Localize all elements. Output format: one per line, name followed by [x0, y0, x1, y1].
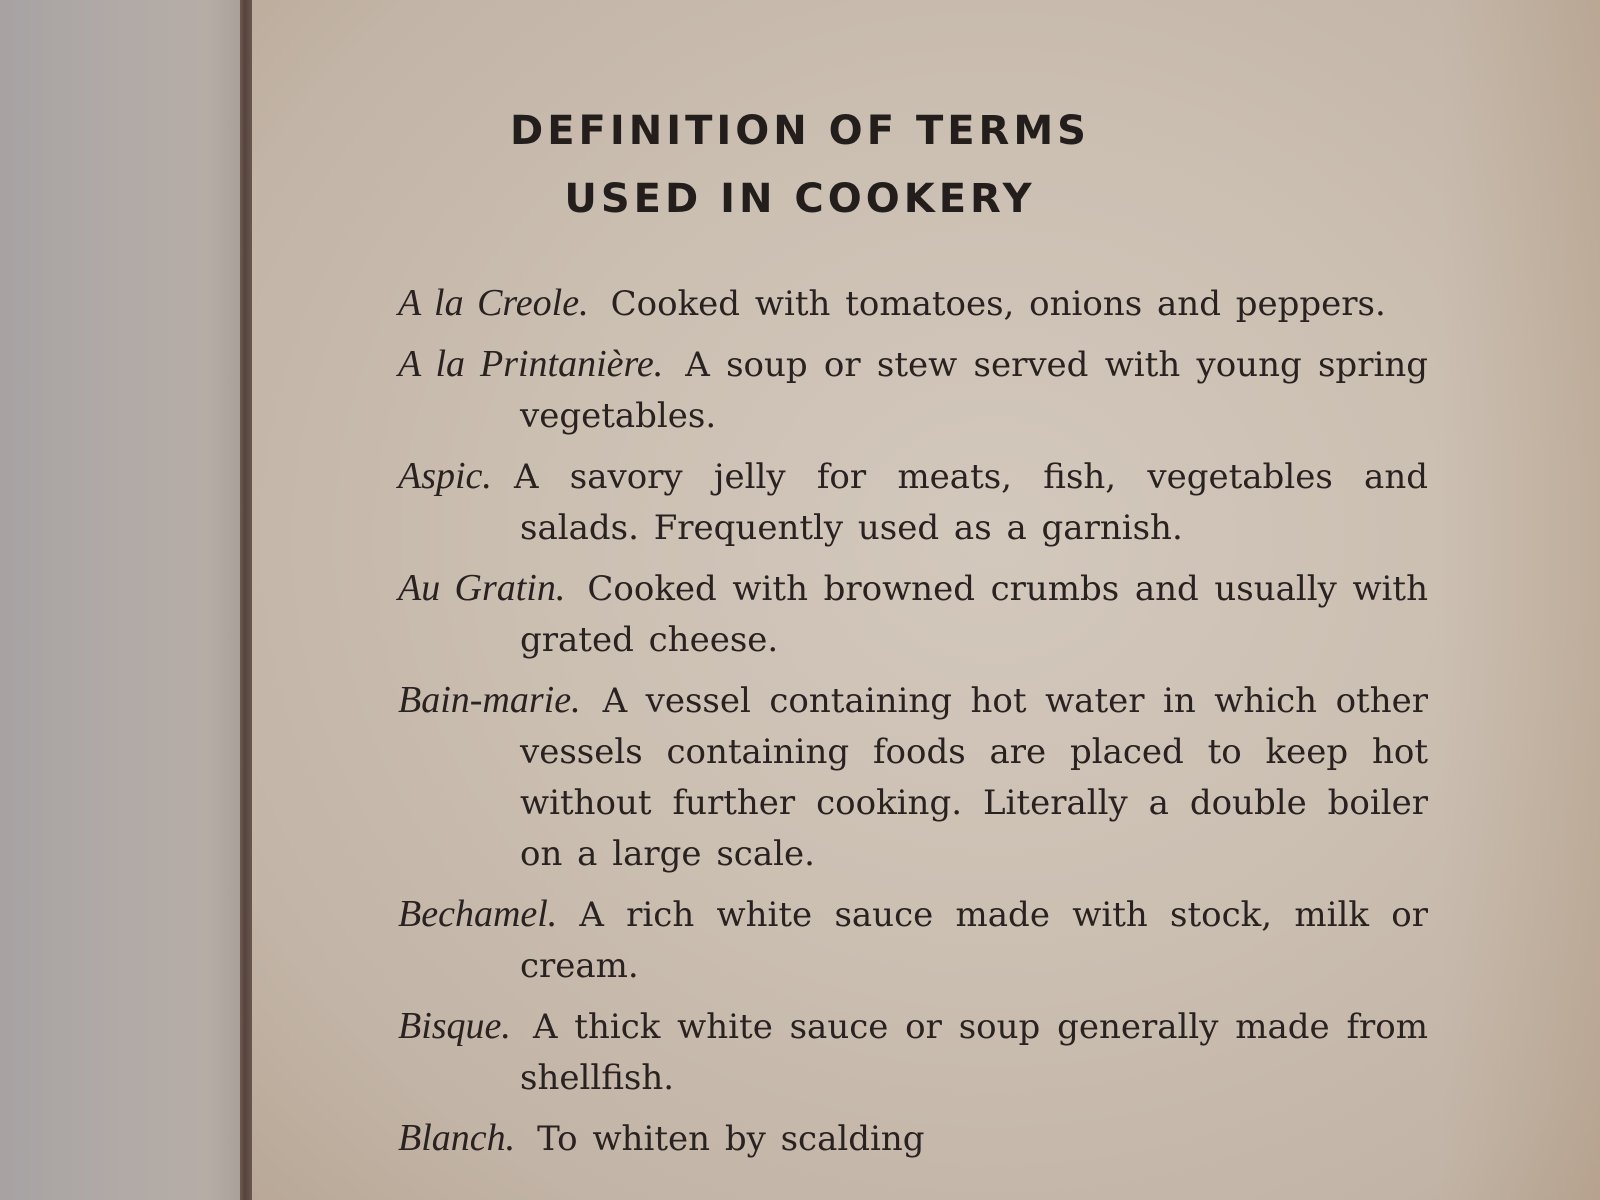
glossary-definition: A soup or stew served with young spring vegetables. [520, 345, 1428, 436]
glossary-definition: A rich white sauce made with stock, milk or cream. [520, 895, 1428, 986]
glossary-term: A la Creole. [398, 282, 589, 324]
glossary-definition: To whiten by scalding [537, 1119, 925, 1159]
glossary-entry [398, 675, 1428, 880]
page-title-line-2: USED IN COOKERY [564, 176, 1036, 222]
glossary-term: Bisque. [398, 1005, 511, 1047]
glossary-entry [398, 451, 1428, 554]
glossary-definition: A savory jelly for meats, fish, vegetables and salads. Frequently used as a garnish. [513, 457, 1428, 548]
glossary-term: Bain-marie. [398, 679, 581, 721]
page-title-line-1: DEFINITION OF TERMS [510, 108, 1090, 154]
glossary-term: Bechamel. [398, 893, 558, 935]
glossary-term: Au Gratin. [398, 567, 566, 609]
glossary-list [398, 278, 1428, 1174]
glossary-definition: A vessel containing hot water in which other vessels containing foods are placed to keep hot without further cooking. Literally a double boiler on a large scale. [520, 681, 1428, 874]
glossary-entry [398, 563, 1428, 666]
glossary-term: A la Printanière. [398, 343, 664, 385]
glossary-term: Blanch. [398, 1117, 516, 1159]
glossary-entry [398, 339, 1428, 442]
glossary-term: Aspic. [398, 455, 492, 497]
glossary-definition: Cooked with tomatoes, onions and peppers. [610, 284, 1386, 324]
glossary-entry [398, 889, 1428, 992]
glossary-entry [398, 278, 1428, 330]
glossary-entry [398, 1113, 1428, 1165]
glossary-definition: Cooked with browned crumbs and usually with grated cheese. [520, 569, 1428, 660]
glossary-entry [398, 1001, 1428, 1104]
glossary-definition: A thick white sauce or soup generally made from shellfish. [520, 1007, 1428, 1098]
